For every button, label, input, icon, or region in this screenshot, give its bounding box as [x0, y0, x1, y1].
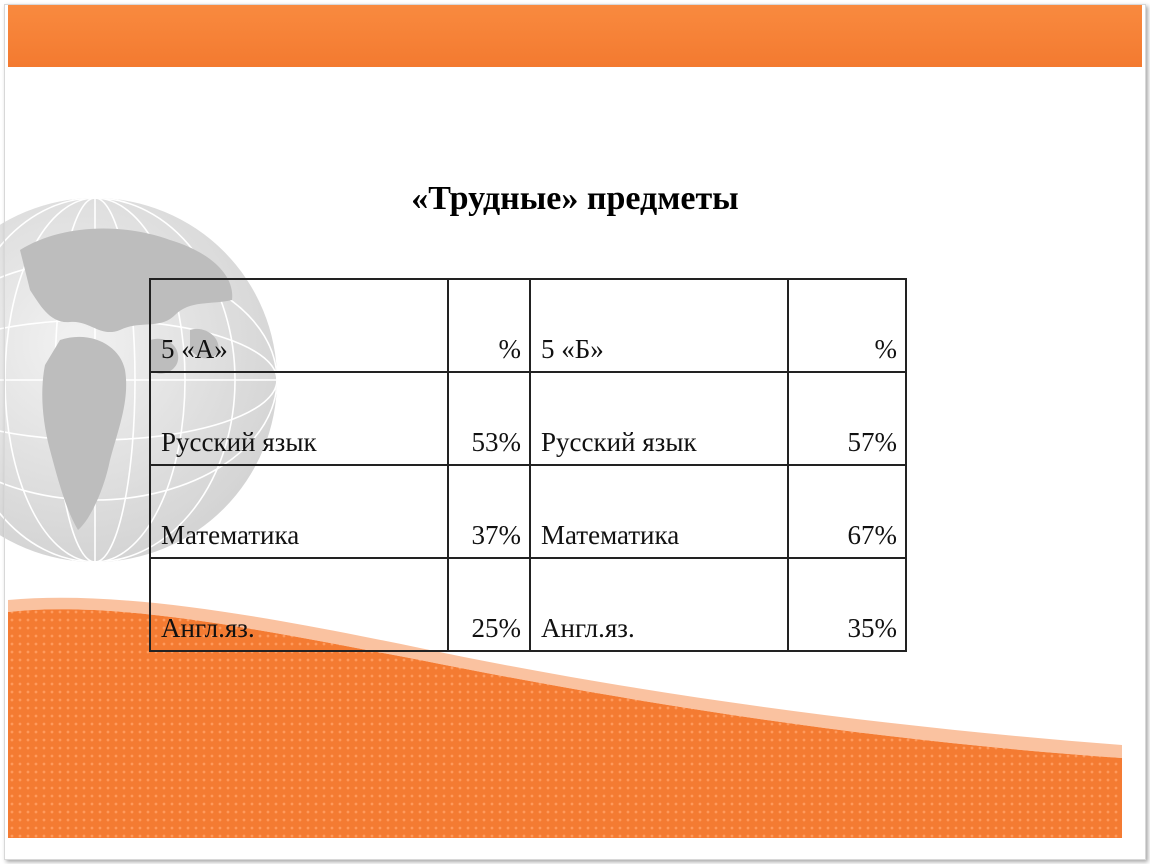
top-orange-band: [8, 5, 1142, 67]
header-percent-b: %: [788, 279, 906, 372]
slide-title: «Трудные» предметы: [411, 180, 739, 217]
percent-cell: 67%: [788, 465, 906, 558]
subject-cell: Англ.яз.: [150, 558, 448, 651]
percent-cell: 35%: [788, 558, 906, 651]
subjects-table: [149, 278, 907, 652]
header-percent-a: %: [448, 279, 530, 372]
percent-cell: 25%: [448, 558, 530, 651]
subject-cell: Математика: [150, 465, 448, 558]
percent-cell: 37%: [448, 465, 530, 558]
subject-cell: Математика: [530, 465, 788, 558]
percent-cell: 53%: [448, 372, 530, 465]
table-row: [150, 372, 906, 465]
table-header-row: [150, 279, 906, 372]
subject-cell: Русский язык: [530, 372, 788, 465]
subject-cell: Англ.яз.: [530, 558, 788, 651]
header-class-a: 5 «А»: [150, 279, 448, 372]
header-class-b: 5 «Б»: [530, 279, 788, 372]
percent-cell: 57%: [788, 372, 906, 465]
table-row: [150, 465, 906, 558]
table-row: [150, 558, 906, 651]
subject-cell: Русский язык: [150, 372, 448, 465]
